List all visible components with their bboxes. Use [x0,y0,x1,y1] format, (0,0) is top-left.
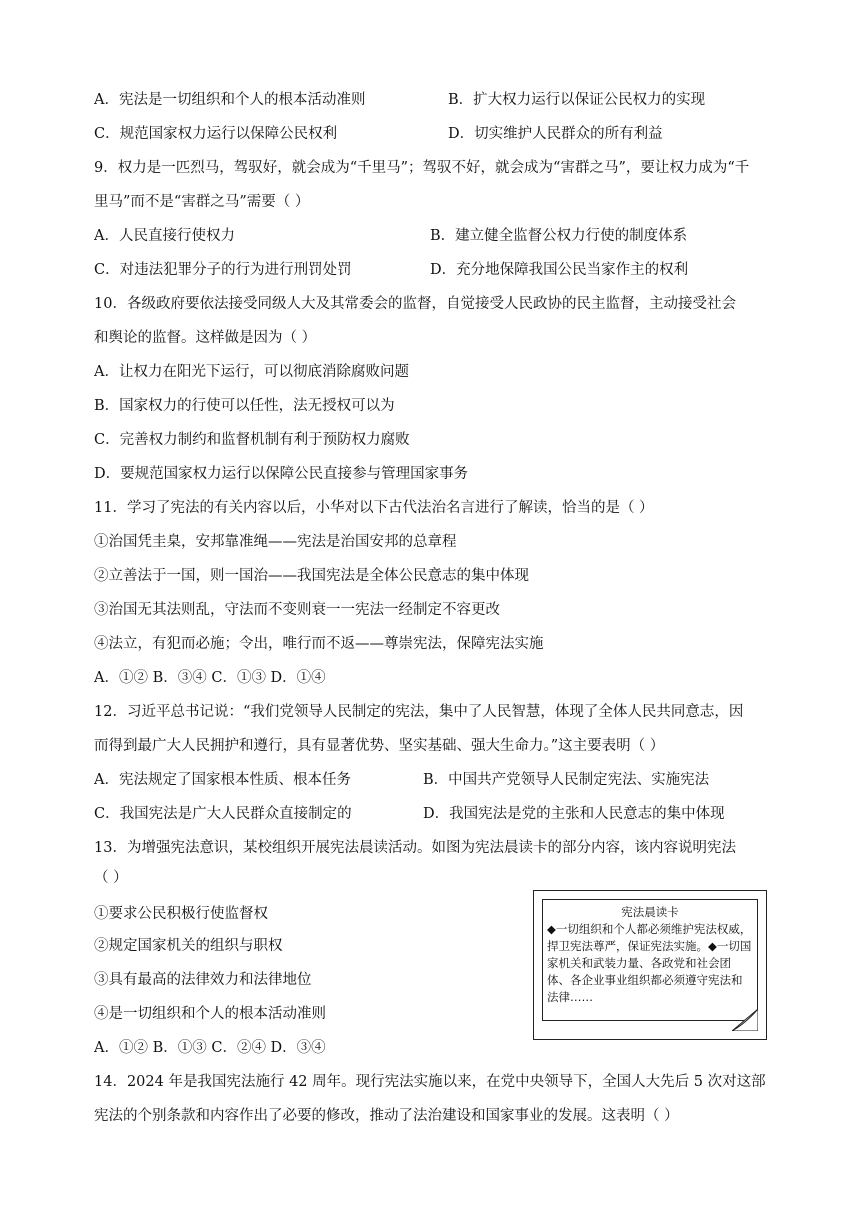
reading-card-figure [533,890,767,1040]
q10-option-d: D．要规范国家权力运行以保障公民直接参与管理国家事务 [94,466,469,482]
q13-stem-line2: （ ） [94,870,128,886]
q8-option-d: D．切实维护人民群众的所有利益 [448,126,663,142]
q11-item-2: ②立善法于一国，则一国治——我国宪法是全体公民意志的集中体现 [94,568,529,584]
q13-options: A．①② B．①③ C．②④ D．③④ [94,1040,326,1056]
q13-item-2: ②规定国家机关的组织与职权 [94,938,283,954]
q12-option-b: B．中国共产党领导人民制定宪法、实施宪法 [423,772,710,788]
q9-option-d: D．充分地保障我国公民当家作主的权利 [430,262,689,278]
q13-item-3: ③具有最高的法律效力和法律地位 [94,972,312,988]
reading-card-body: ◆一切组织和个人都必须维护宪法权威，捍卫宪法尊严，保证宪法实施。◆一切国家机关和武装力量、各政党和社会团体、各企业事业组织都必须遵守宪法和法律…… [547,922,752,1004]
q14-stem-line2: 宪法的个别条款和内容作出了必要的修改，推动了法治建设和国家事业的发展。这表明（ ） [94,1108,679,1124]
q8-option-c: C．规范国家权力运行以保障公民权利 [94,126,338,142]
page-curl-icon [732,1009,758,1031]
q12-stem-line1: 12．习近平总书记说：“我们党领导人民制定的宪法，集中了人民智慧，体现了全体人民共同意志，因 [94,704,744,720]
q11-stem: 11．学习了宪法的有关内容以后，小华对以下古代法治名言进行了解读，恰当的是（ ） [94,500,654,516]
q11-item-1: ①治国凭圭臬，安邦靠准绳——宪法是治国安邦的总章程 [94,534,457,550]
q13-item-1: ①要求公民积极行使监督权 [94,906,268,922]
q9-option-a: A．人民直接行使权力 [94,228,235,244]
q8-option-b: B．扩大权力运行以保证公民权力的实现 [448,92,706,108]
q14-stem-line1: 14．2024 年是我国宪法施行 42 周年。现行宪法实施以来，在党中央领导下，全国人大先后 5 次对这部 [94,1074,766,1090]
q9-option-c: C．对违法犯罪分子的行为进行刑罚处罚 [94,262,352,278]
q10-option-a: A．让权力在阳光下运行，可以彻底消除腐败问题 [94,364,409,380]
q12-option-a: A．宪法规定了国家根本性质、根本任务 [94,772,351,788]
q12-option-d: D．我国宪法是党的主张和人民意志的集中体现 [423,806,725,822]
q10-option-c: C．完善权力制约和监督机制有利于预防权力腐败 [94,432,410,448]
q13-stem-line1: 13．为增强宪法意识，某校组织开展宪法晨读活动。如图为宪法晨读卡的部分内容，该内容说明宪法 [94,840,736,856]
q9-stem-line2: 里马”而不是“害群之马”需要（ ） [94,194,310,210]
q9-option-b: B．建立健全监督公权力行使的制度体系 [430,228,688,244]
q10-stem-line2: 和舆论的监督。这样做是因为（ ） [94,330,317,346]
reading-card [542,899,758,1021]
q9-stem-line1: 9．权力是一匹烈马，驾驭好，就会成为“千里马”；驾驭不好，就会成为“害群之马”，要让权力成为“千 [94,160,750,176]
q11-options: A．①② B．③④ C．①③ D．①④ [94,670,326,686]
q13-item-4: ④是一切组织和个人的根本活动准则 [94,1006,326,1022]
q8-option-a: A．宪法是一切组织和个人的根本活动准则 [94,92,366,108]
q12-option-c: C．我国宪法是广大人民群众直接制定的 [94,806,352,822]
q10-option-b: B．国家权力的行使可以任性，法无授权可以为 [94,398,395,414]
q10-stem-line1: 10．各级政府要依法接受同级人大及其常委会的监督，自觉接受人民政协的民主监督，主动接受社会 [94,296,736,312]
q11-item-4: ④法立，有犯而必施；令出，唯行而不返——尊崇宪法，保障宪法实施 [94,636,544,652]
q11-item-3: ③治国无其法则乱，守法而不变则衰一一宪法一经制定不容更改 [94,602,500,618]
q12-stem-line2: 而得到最广大人民拥护和遵行，具有显著优势、坚实基础、强大生命力。”这主要表明（ ） [94,738,665,754]
reading-card-title: 宪法晨读卡 [621,905,679,919]
